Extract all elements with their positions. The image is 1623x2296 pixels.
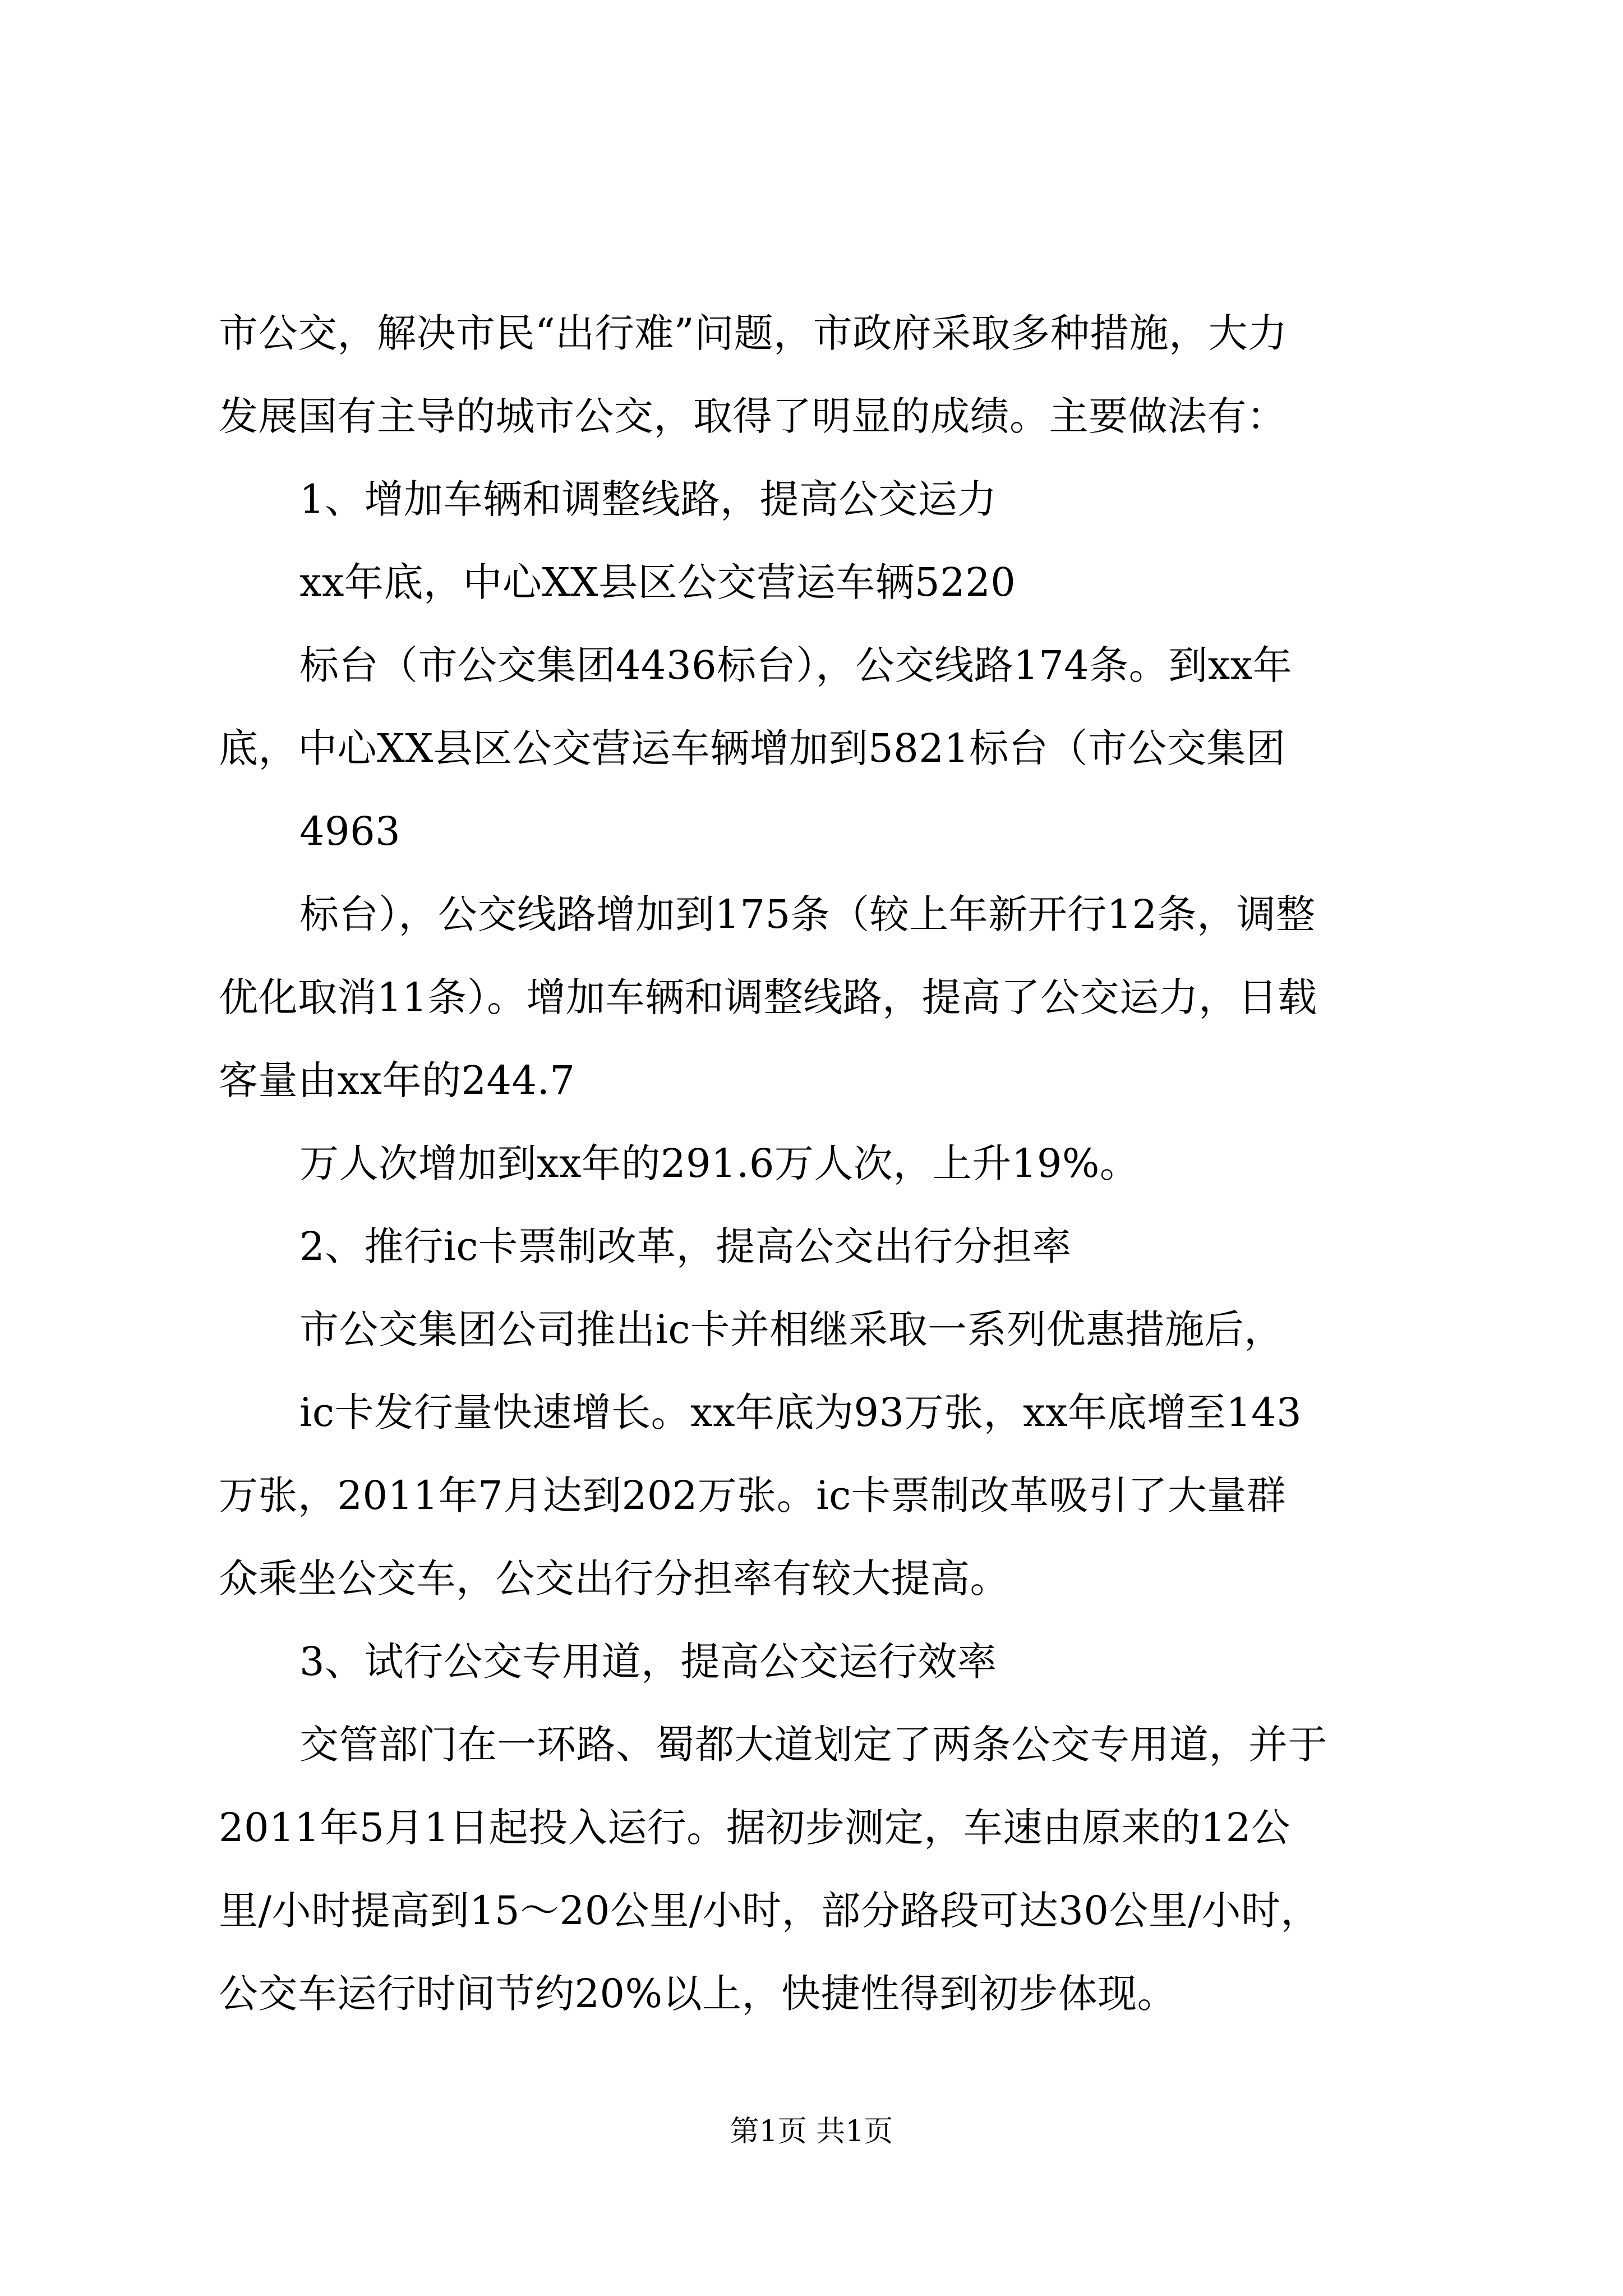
text-line: 标台），公交线路增加到175条（较上年新开行12条，调整 (299, 891, 1316, 937)
text-line: 里/小时提高到15～20公里/小时，部分路段可达30公里/小时， (219, 1888, 1320, 1934)
section-heading-2: 2、推行ic卡票制改革，提高公交出行分担率 (299, 1223, 1072, 1269)
text-line: 2011年5月1日起投入运行。据初步测定，车速由原来的12公 (219, 1805, 1291, 1851)
text-line: 4963 (299, 808, 401, 854)
text-line: xx年底，中心XX县区公交营运车辆5220 (299, 559, 1016, 605)
section-heading-3: 3、试行公交专用道，提高公交运行效率 (299, 1639, 997, 1685)
text-line: 优化取消11条）。增加车辆和调整线路，提高了公交运力，日载 (219, 974, 1317, 1020)
text-line: 标台（市公交集团4436标台），公交线路174条。到xx年 (299, 642, 1293, 688)
text-line: ic卡发行量快速增长。xx年底为93万张，xx年底增至143 (299, 1389, 1302, 1435)
text-line: 万张，2011年7月达到202万张。ic卡票制改革吸引了大量群 (219, 1473, 1287, 1519)
text-line: 底，中心XX县区公交营运车辆增加到5821标台（市公交集团 (219, 725, 1286, 771)
document-body (219, 292, 1430, 2035)
text-line: 发展国有主导的城市公交，取得了明显的成绩。主要做法有： (219, 393, 1287, 439)
text-line: 众乘坐公交车，公交出行分担率有较大提高。 (219, 1556, 1009, 1602)
text-line: 交管部门在一环路、蜀都大道划定了两条公交专用道，并于 (299, 1722, 1327, 1768)
text-line: 公交车运行时间节约20%以上，快捷性得到初步体现。 (219, 1971, 1177, 2017)
page-footer: 第1页 共1页 (730, 2115, 893, 2148)
text-line: 市公交集团公司推出ic卡并相继采取一系列优惠措施后， (299, 1306, 1284, 1352)
text-line: 市公交，解决市民“出行难”问题，市政府采取多种措施，大力 (219, 310, 1288, 356)
text-line: 万人次增加到xx年的291.6万人次，上升19%。 (299, 1140, 1140, 1186)
section-heading-1: 1、增加车辆和调整线路，提高公交运力 (299, 476, 997, 522)
text-line: 客量由xx年的244.7 (219, 1057, 575, 1103)
